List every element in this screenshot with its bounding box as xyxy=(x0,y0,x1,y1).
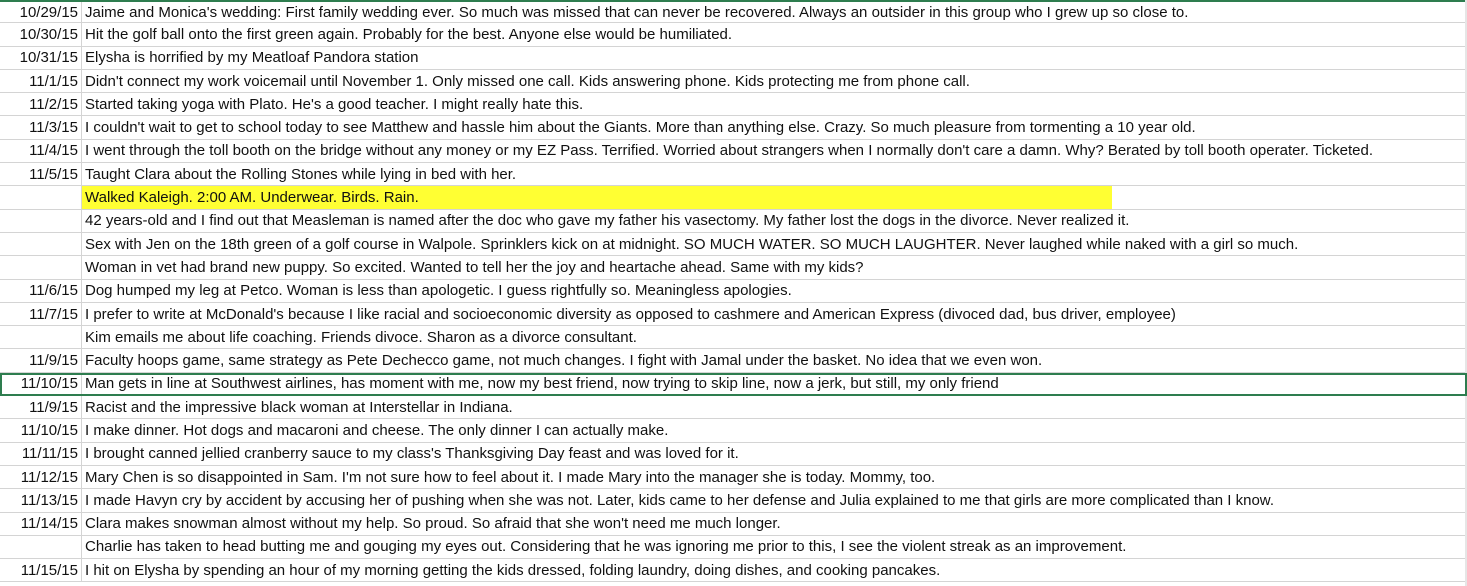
date-cell[interactable]: 11/9/15 xyxy=(0,396,82,418)
entry-cell[interactable]: Racist and the impressive black woman at Interstellar in Indiana. xyxy=(85,398,513,416)
table-row[interactable] xyxy=(0,559,1467,582)
entry-cell[interactable]: I couldn't wait to get to school today to see Matthew and hassle him about the Giants. More than anything else. Crazy. So much pleasure from tormenting a 10 year old. xyxy=(85,119,1196,137)
entry-cell[interactable]: Started taking yoga with Plato. He's a good teacher. I might really hate this. xyxy=(85,95,584,113)
table-row[interactable] xyxy=(0,349,1467,372)
entry-cell[interactable]: Walked Kaleigh. 2:00 AM. Underwear. Birds. Rain. xyxy=(82,186,1112,208)
date-cell[interactable] xyxy=(0,256,82,278)
date-cell[interactable]: 11/6/15 xyxy=(0,280,82,302)
date-cell[interactable]: 11/11/15 xyxy=(0,443,82,465)
table-row[interactable] xyxy=(0,489,1467,512)
table-row[interactable] xyxy=(0,466,1467,489)
date-cell[interactable]: 11/2/15 xyxy=(0,93,82,115)
entry-cell[interactable]: Dog humped my leg at Petco. Woman is less than apologetic. I guess rightfully so. Meaningless apologies. xyxy=(85,282,792,300)
entry-cell[interactable]: Faculty hoops game, same strategy as Pete Dechecco game, not much changes. I fight with Jamal under the basket. No idea that we even won. xyxy=(85,352,1043,370)
entry-cell[interactable]: Charlie has taken to head butting me and gouging my eyes out. Considering that he was ignoring me prior to this, I see the violent streak as an improvement. xyxy=(85,538,1127,556)
table-row[interactable] xyxy=(0,373,1467,396)
date-cell[interactable]: 10/29/15 xyxy=(0,2,82,22)
date-cell[interactable] xyxy=(0,233,82,255)
table-row[interactable] xyxy=(0,303,1467,326)
entry-cell[interactable]: I brought canned jellied cranberry sauce to my class's Thanksgiving Day feast and was loved for it. xyxy=(85,445,739,463)
entry-cell[interactable]: I make dinner. Hot dogs and macaroni and cheese. The only dinner I can actually make. xyxy=(85,421,669,439)
entry-cell[interactable]: Didn't connect my work voicemail until November 1. Only missed one call. Kids answering phone. Kids protecting me from phone call. xyxy=(85,72,970,90)
entry-cell[interactable]: Elysha is horrified by my Meatloaf Pandora station xyxy=(85,49,419,67)
date-cell[interactable]: 11/9/15 xyxy=(0,349,82,371)
date-cell[interactable]: 10/31/15 xyxy=(0,47,82,69)
entry-cell[interactable]: Clara makes snowman almost without my help. So proud. So afraid that she won't need me much longer. xyxy=(85,515,781,533)
date-cell[interactable]: 11/15/15 xyxy=(0,559,82,581)
table-row[interactable] xyxy=(0,116,1467,139)
date-cell[interactable]: 11/4/15 xyxy=(0,140,82,162)
table-row[interactable] xyxy=(0,536,1467,559)
entry-cell[interactable]: 42 years-old and I find out that Measleman is named after the doc who gave my father his vasectomy. My father lost the dogs in the divorce. Never realized it. xyxy=(85,212,1130,230)
date-cell[interactable]: 11/10/15 xyxy=(0,373,82,395)
date-cell[interactable] xyxy=(0,186,82,208)
table-row[interactable] xyxy=(0,513,1467,536)
table-row[interactable] xyxy=(0,396,1467,419)
date-cell[interactable]: 11/7/15 xyxy=(0,303,82,325)
entry-cell[interactable]: Sex with Jen on the 18th green of a golf course in Walpole. Sprinklers kick on at midnight. SO MUCH WATER. SO MUCH LAUGHTER. Never laughed while naked with a girl so much. xyxy=(85,235,1299,253)
table-row[interactable] xyxy=(0,256,1467,279)
table-row[interactable] xyxy=(0,70,1467,93)
entry-cell[interactable]: Hit the golf ball onto the first green again. Probably for the best. Anyone else would be humiliated. xyxy=(85,25,733,43)
date-cell[interactable]: 11/13/15 xyxy=(0,489,82,511)
table-row[interactable] xyxy=(0,93,1467,116)
date-cell[interactable]: 11/3/15 xyxy=(0,116,82,138)
table-row[interactable] xyxy=(0,0,1467,23)
entry-cell[interactable]: I made Havyn cry by accident by accusing her of pushing when she was not. Later, kids came to her defense and Julia explained to me that girls are more complicated than I know. xyxy=(85,491,1274,509)
date-cell[interactable]: 11/1/15 xyxy=(0,70,82,92)
entry-cell[interactable]: I went through the toll booth on the bridge without any money or my EZ Pass. Terrified. Worried about strangers when I normally don't care a damn. Why? Berated by toll booth operater. Ticketed. xyxy=(85,142,1373,160)
date-cell[interactable] xyxy=(0,326,82,348)
table-row[interactable] xyxy=(0,419,1467,442)
date-cell[interactable] xyxy=(0,536,82,558)
table-row[interactable] xyxy=(0,47,1467,70)
entry-cell[interactable]: I prefer to write at McDonald's because I like racial and socioeconomic diversity as opposed to cashmere and American Express (divoced dad, bus driver, employee) xyxy=(85,305,1176,323)
entry-cell[interactable]: I hit on Elysha by spending an hour of my morning getting the kids dressed, folding laundry, doing dishes, and cooking pancakes. xyxy=(85,561,941,579)
entry-cell[interactable]: Woman in vet had brand new puppy. So excited. Wanted to tell her the joy and heartache ahead. Same with my kids? xyxy=(85,258,864,276)
entry-cell[interactable]: Taught Clara about the Rolling Stones while lying in bed with her. xyxy=(85,165,517,183)
table-row[interactable] xyxy=(0,443,1467,466)
table-row[interactable] xyxy=(0,23,1467,46)
date-cell[interactable]: 10/30/15 xyxy=(0,23,82,45)
date-cell[interactable]: 11/10/15 xyxy=(0,419,82,441)
date-cell[interactable]: 11/14/15 xyxy=(0,513,82,535)
table-row[interactable] xyxy=(0,210,1467,233)
entry-cell[interactable]: Man gets in line at Southwest airlines, has moment with me, now my best friend, now trying to skip line, now a jerk, but still, my only friend xyxy=(85,375,999,393)
table-row[interactable] xyxy=(0,163,1467,186)
entry-cell[interactable]: Mary Chen is so disappointed in Sam. I'm not sure how to feel about it. I made Mary into the manager she is today. Mommy, too. xyxy=(85,468,936,486)
entry-cell[interactable]: Jaime and Monica's wedding: First family wedding ever. So much was missed that can never be recovered. Always an outsider in this group who I grew up so close to. xyxy=(85,3,1189,21)
entry-cell[interactable]: Kim emails me about life coaching. Friends divoce. Sharon as a divorce consultant. xyxy=(85,328,637,346)
table-row[interactable] xyxy=(0,186,1467,209)
table-row[interactable] xyxy=(0,280,1467,303)
date-cell[interactable] xyxy=(0,210,82,232)
table-row[interactable] xyxy=(0,140,1467,163)
table-row[interactable] xyxy=(0,233,1467,256)
table-row[interactable] xyxy=(0,326,1467,349)
date-cell[interactable]: 11/5/15 xyxy=(0,163,82,185)
date-cell[interactable]: 11/12/15 xyxy=(0,466,82,488)
